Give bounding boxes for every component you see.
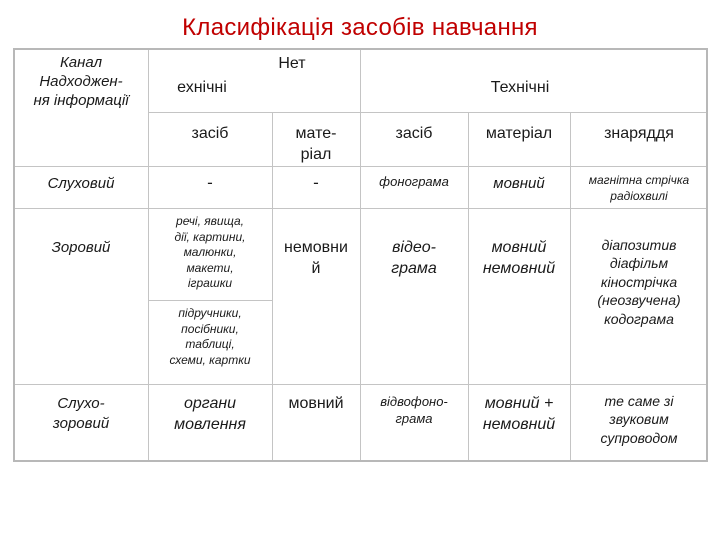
col-divider-3	[360, 50, 361, 460]
t-equipment-header: знаряддя	[604, 125, 674, 142]
t-material-line: немовний	[482, 415, 556, 433]
nt-tool-line: речі, явища,	[176, 214, 244, 228]
t-tool-line: грама	[391, 259, 437, 277]
auditory-t-material: мовний	[493, 175, 545, 192]
nt-material-header	[274, 124, 358, 166]
equipment-line: те саме зі	[604, 393, 674, 409]
non-technical-header-fragment: Нет	[278, 55, 306, 72]
equipment-line: (неозвучена)	[597, 292, 681, 309]
equipment-line: магнітна стрічка	[588, 173, 690, 187]
visual-nt-tool-printed	[150, 306, 270, 368]
audiovisual-nt-material: мовний	[288, 395, 344, 412]
nt-tool-line: мовлення	[174, 415, 246, 433]
auditory-nt-tool: -	[207, 173, 213, 192]
nt-material-header-line: мате-	[295, 125, 337, 142]
col-divider-1	[148, 50, 149, 460]
nt-tool-line: таблиці,	[185, 337, 235, 352]
channel-header-line: Канал	[59, 54, 103, 71]
t-tool-line: грама	[395, 410, 433, 426]
nt-tool-line: малюнки,	[183, 245, 237, 260]
non-technical-header-rest: ехнічні	[177, 79, 227, 96]
auditory-t-tool: фонограма	[379, 174, 449, 189]
visual-equipment	[572, 236, 706, 328]
channel-line: Слухо-	[57, 395, 105, 412]
t-material-line: мовний +	[484, 395, 554, 412]
nt-tool-line: дії, картини,	[174, 229, 246, 244]
equipment-line: діапозитив	[601, 237, 677, 253]
nt-material-line: й	[311, 259, 321, 277]
nt-tool-line: схеми, картки	[169, 352, 251, 367]
audiovisual-equipment	[572, 392, 706, 447]
equipment-line: супроводом	[600, 429, 678, 446]
t-tool-line: відвофоно-	[380, 394, 448, 409]
visual-nt-tool-objects	[150, 214, 270, 292]
visual-nt-subdivider	[148, 300, 272, 301]
auditory-equipment	[572, 172, 706, 204]
nt-tool-line: посібники,	[181, 321, 239, 336]
t-material-header: матеріал	[485, 125, 553, 142]
technical-header: Технічні	[490, 79, 550, 96]
nt-material-header-line: ріал	[300, 145, 332, 163]
equipment-line: кодограма	[604, 310, 674, 327]
equipment-line: звуковим	[609, 411, 669, 428]
visual-t-material	[470, 238, 568, 280]
nt-tool-line: підручники,	[178, 306, 242, 320]
channel-header-line: Надходжен-	[39, 72, 123, 90]
audiovisual-nt-tool	[150, 394, 270, 436]
audiovisual-t-material	[470, 394, 568, 436]
nt-tool-header: засіб	[191, 125, 229, 142]
channel-visual: Зоровий	[51, 239, 111, 256]
nt-tool-line: органи	[183, 395, 237, 412]
channel-audiovisual	[16, 394, 146, 433]
audiovisual-t-tool	[362, 394, 466, 428]
visual-nt-material	[274, 238, 358, 280]
page-title: Класифікація засобів навчання	[182, 14, 538, 41]
equipment-line: кінострічка	[600, 273, 678, 290]
channel-header	[16, 54, 146, 110]
equipment-line: діафільм	[609, 255, 669, 272]
t-tool-line: відео-	[392, 239, 436, 256]
nt-tool-line: іграшки	[187, 276, 233, 291]
t-material-line: немовний	[482, 259, 556, 277]
t-tool-header: засіб	[395, 125, 433, 142]
nt-tool-line: макети,	[186, 260, 234, 275]
channel-auditory: Слуховий	[47, 175, 115, 192]
equipment-line: радіохвилі	[610, 189, 668, 204]
col-divider-2	[272, 112, 273, 460]
header-subdivider	[148, 112, 706, 113]
t-material-line: мовний	[491, 239, 547, 256]
auditory-nt-material: -	[313, 173, 319, 192]
visual-t-tool	[362, 238, 466, 280]
col-divider-5	[570, 112, 571, 460]
nt-material-line: немовни	[284, 239, 348, 256]
col-divider-4	[468, 112, 469, 460]
channel-header-line: ня інформації	[33, 91, 129, 109]
channel-line: зоровий	[52, 414, 110, 432]
